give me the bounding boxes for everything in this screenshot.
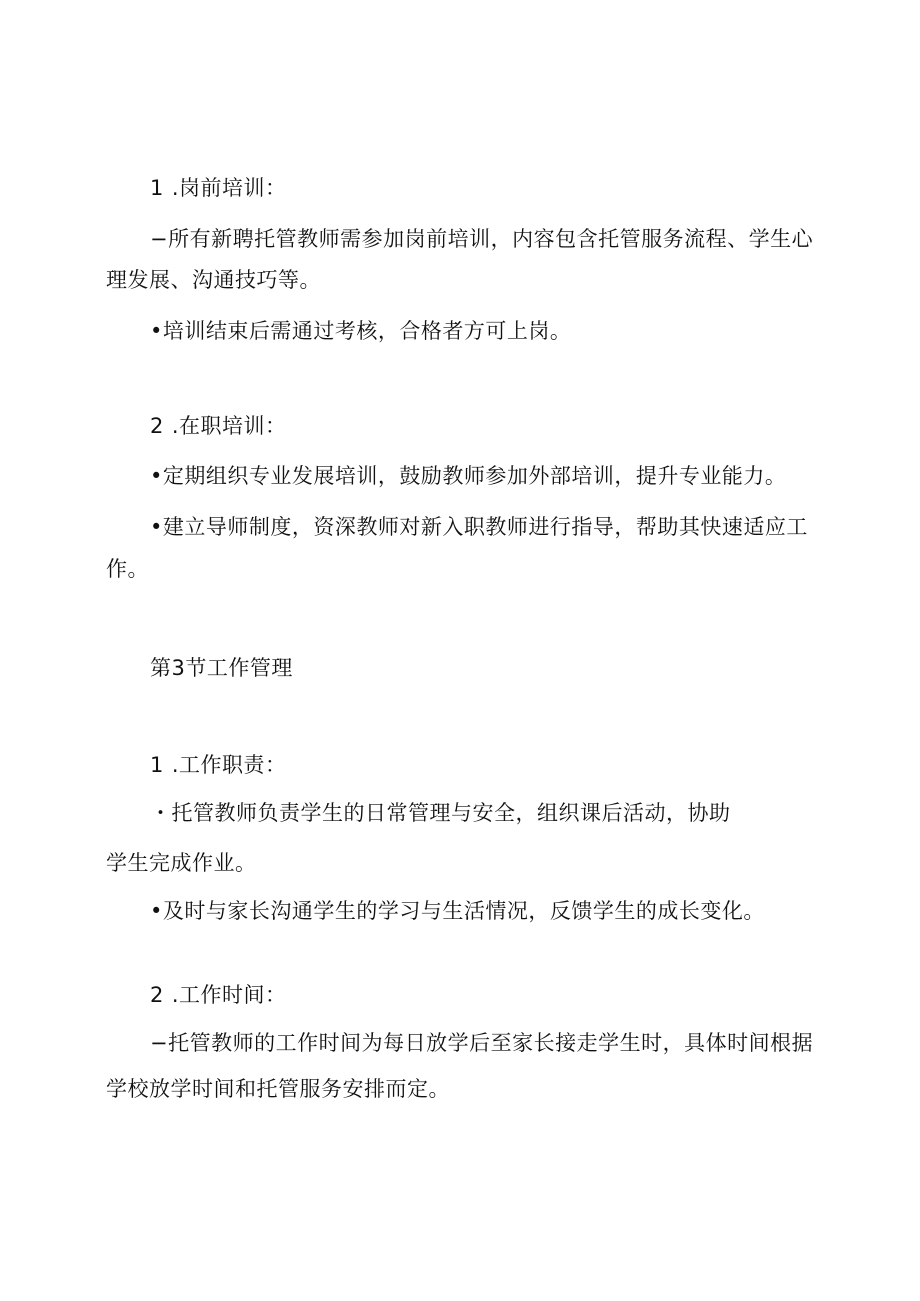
paragraph-line-continuation: 作。: [106, 557, 149, 581]
item-title: .工作时间：: [171, 983, 287, 1007]
item-title: .工作职责：: [171, 753, 287, 777]
paragraph-line-continuation: 学生完成作业。: [106, 851, 257, 875]
paragraph-line: •建立导师制度，资深教师对新入职教师进行指导，帮助其快速适应工: [150, 515, 808, 539]
item-number: 2: [150, 983, 164, 1007]
item-title: .在职培训：: [171, 414, 287, 438]
item-heading-on-job-training: [150, 412, 287, 440]
paragraph-line: •定期组织专业发展培训，鼓励教师参加外部培训，提升专业能力。: [150, 464, 787, 488]
paragraph-line: ・托管教师负责学生的日常管理与安全，组织课后活动，协助: [150, 801, 731, 825]
section-title: 第3节工作管理: [150, 656, 293, 680]
paragraph-line: •及时与家长沟通学生的学习与生活情况，反馈学生的成长变化。: [150, 899, 765, 923]
item-title: .岗前培训：: [171, 176, 287, 200]
paragraph-line-continuation: 理发展、沟通技巧等。: [106, 268, 321, 292]
item-number: 1: [150, 176, 164, 200]
item-heading-work-hours: [150, 981, 287, 1009]
paragraph-line: •培训结束后需通过考核，合格者方可上岗。: [150, 319, 572, 343]
paragraph-line-continuation: 学校放学时间和托管服务安排而定。: [106, 1077, 450, 1101]
paragraph-line: −所有新聘托管教师需参加岗前培训，内容包含托管服务流程、学生心: [150, 227, 814, 251]
item-heading-pre-job-training: [150, 174, 287, 202]
item-number: 1: [150, 753, 164, 777]
paragraph-line: −托管教师的工作时间为每日放学后至家长接走学生时，具体时间根据: [150, 1031, 814, 1055]
item-number: 2: [150, 414, 164, 438]
item-heading-duties: [150, 751, 287, 779]
